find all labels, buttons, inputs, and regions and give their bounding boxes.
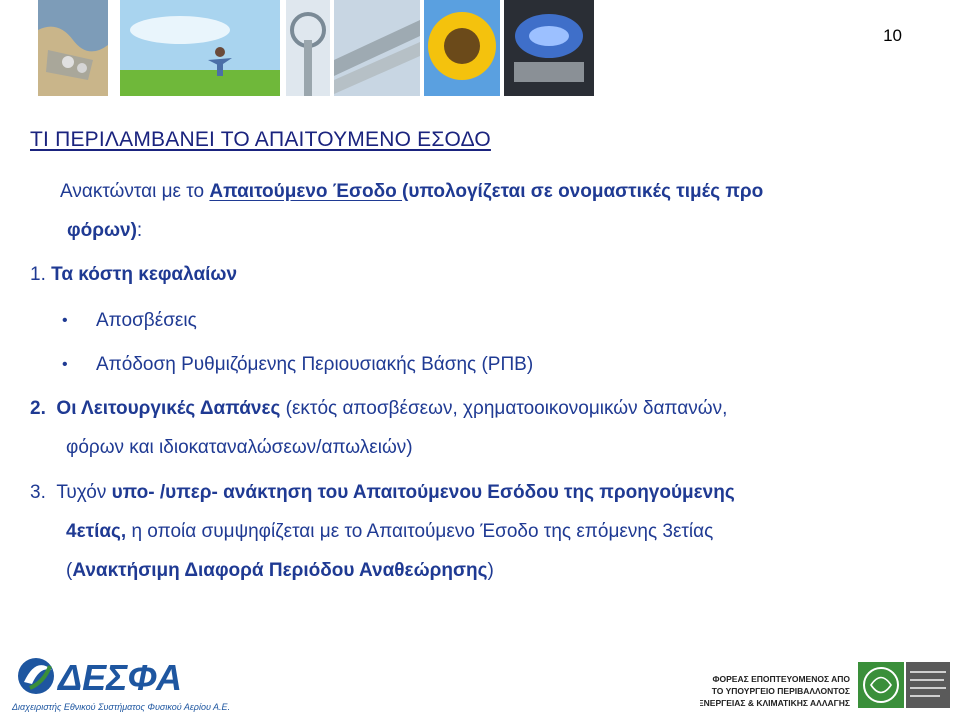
header-photo-valve bbox=[286, 0, 330, 96]
item3-number: 3. bbox=[30, 482, 46, 503]
item1-bullet-1: Αποσβέσεις bbox=[96, 310, 197, 331]
intro-link: Απαιτούμενο Έσοδο bbox=[209, 181, 403, 202]
item2-line-2: φόρων και ιδιοκαταναλώσεων/απωλειών) bbox=[66, 437, 413, 458]
intro-line2-bold: φόρων) bbox=[67, 220, 137, 241]
svg-text:Διαχειριστής Εθνικού Συστήματο: Διαχειριστής Εθνικού Συστήματος Φυσικού Αερίου Α.Ε. bbox=[12, 702, 231, 712]
item3-prefix: Τυχόν bbox=[56, 482, 112, 503]
item3-line2-text: η οποία συμψηφίζεται με το Απαιτούμενο Έσοδο της επόμενης 3ετίας bbox=[126, 521, 714, 542]
intro-line2-end: : bbox=[136, 220, 143, 241]
item3-line2-bold: 4ετίας, bbox=[66, 521, 127, 542]
page-number: 10 bbox=[883, 26, 902, 45]
svg-text:ΦΟΡΕΑΣ ΕΠΟΠΤΕΥΟΜΕΝΟΣ ΑΠΟ: ΦΟΡΕΑΣ ΕΠΟΠΤΕΥΟΜΕΝΟΣ ΑΠΟ bbox=[712, 674, 850, 684]
item3-line3-open: ( bbox=[66, 560, 73, 581]
item2-line-1 bbox=[30, 398, 727, 420]
intro-line-2 bbox=[67, 220, 142, 242]
page-title: ΤΙ ΠΕΡΙΛΑΜΒΑΝΕΙ ΤΟ ΑΠΑΙΤΟΥΜΕΝΟ ΕΣΟΔΟ bbox=[30, 128, 491, 151]
header-photo-sunflower bbox=[424, 0, 500, 96]
item1-heading bbox=[30, 264, 237, 286]
intro-line-1 bbox=[60, 181, 763, 203]
item3-bold: υπο- /υπερ- ανάκτηση του Απαιτούμενου Εσόδου της προηγούμενης bbox=[111, 482, 735, 503]
bullet-icon: • bbox=[62, 356, 68, 373]
item2-number: 2. bbox=[30, 398, 46, 419]
item2-text: (εκτός αποσβέσεων, χρηματοοικονομικών δαπανών, bbox=[280, 398, 728, 419]
intro-bold: (υπολογίζεται σε ονομαστικές τιμές προ bbox=[402, 181, 764, 202]
bullet-icon: • bbox=[62, 312, 68, 329]
svg-text:ΔΕΣΦΑ: ΔΕΣΦΑ bbox=[58, 657, 183, 698]
item3-line-1 bbox=[30, 482, 735, 504]
item2-label: Οι Λειτουργικές Δαπάνες bbox=[56, 398, 281, 419]
desfa-logo bbox=[10, 652, 240, 716]
header-photo-pipes bbox=[334, 0, 420, 96]
item3-line3-bold: Ανακτήσιμη Διαφορά Περιόδου Αναθεώρησης bbox=[72, 560, 488, 581]
ministry-emblem bbox=[700, 656, 952, 714]
intro-prefix: Ανακτώνται με το bbox=[60, 181, 210, 202]
svg-text:ΤΟ ΥΠΟΥΡΓΕΙΟ ΠΕΡΙΒΑΛΛΟΝΤΟΣ: ΤΟ ΥΠΟΥΡΓΕΙΟ ΠΕΡΙΒΑΛΛΟΝΤΟΣ bbox=[711, 686, 850, 696]
item3-line-3 bbox=[66, 560, 494, 582]
item1-bullet-2: Απόδοση Ρυθμιζόμενης Περιουσιακής Βάσης (ΡΠΒ) bbox=[96, 354, 534, 375]
item1-label: Τα κόστη κεφαλαίων bbox=[51, 264, 238, 285]
item3-line3-close: ) bbox=[487, 560, 494, 581]
header-photo-gas-flame bbox=[504, 0, 594, 96]
item1-number: 1. bbox=[30, 264, 46, 285]
header-photo-aerial-plant bbox=[38, 0, 108, 96]
item3-line-2 bbox=[66, 521, 713, 543]
header-photo-field bbox=[120, 0, 280, 96]
svg-text:ΕΝΕΡΓΕΙΑΣ & ΚΛΙΜΑΤΙΚΗΣ ΑΛΛΑΓΗΣ: ΕΝΕΡΓΕΙΑΣ & ΚΛΙΜΑΤΙΚΗΣ ΑΛΛΑΓΗΣ bbox=[700, 698, 850, 708]
